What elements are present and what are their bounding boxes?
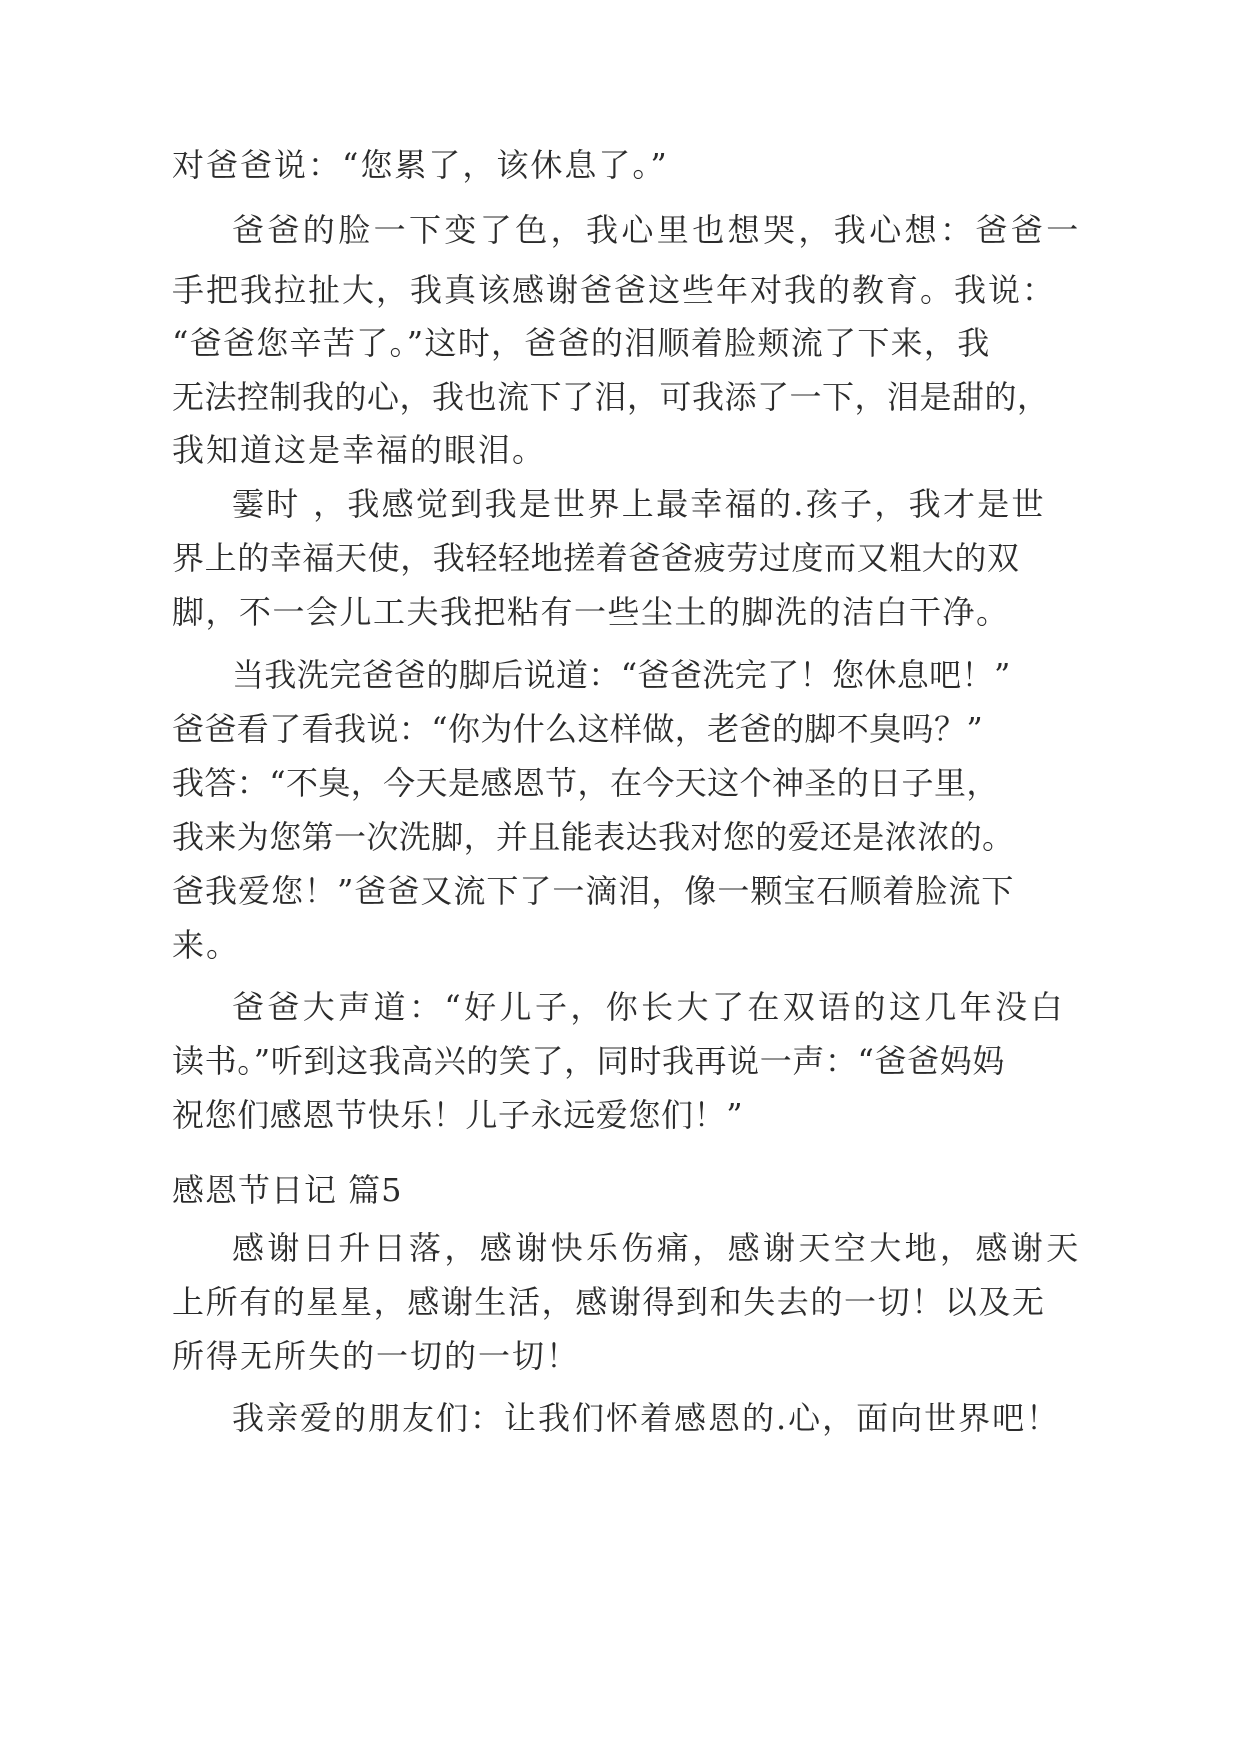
text-line: 当我洗完爸爸的脚后说道：“爸爸洗完了！您休息吧！” <box>232 656 1011 694</box>
text-line: 我答：“不臭，今天是感恩节，在今天这个神圣的日子里， <box>172 764 999 802</box>
text-line: 霎时 ，我感觉到我是世界上最幸福的.孩子，我才是世 <box>232 485 1046 523</box>
text-line: 脚，不一会儿工夫我把粘有一些尘土的脚洗的洁白干净。 <box>172 593 1010 631</box>
text-line: 对爸爸说：“您累了，该休息了。” <box>172 146 669 184</box>
text-line: 界上的幸福天使，我轻轻地搓着爸爸疲劳过度而又粗大的双 <box>172 539 1020 577</box>
text-line: 无法控制我的心，我也流下了泪，可我添了一下，泪是甜的， <box>172 378 1050 416</box>
text-line: 我亲爱的朋友们：让我们怀着感恩的.心，面向世界吧！ <box>232 1399 1061 1437</box>
text-line: “爸爸您辛苦了。”这时，爸爸的泪顺着脸颊流了下来，我 <box>172 324 991 362</box>
text-line: 爸爸的脸一下变了色，我心里也想哭，我心想：爸爸一 <box>232 211 1082 249</box>
text-line: 所得无所失的一切的一切！ <box>172 1337 581 1375</box>
text-line: 手把我拉扯大，我真该感谢爸爸这些年对我的教育。我说： <box>172 271 1057 309</box>
text-line: 祝您们感恩节快乐！儿子永远爱您们！” <box>172 1096 744 1134</box>
text-line: 爸爸看了看我说：“你为什么这样做，老爸的脚不臭吗？” <box>172 710 984 748</box>
text-line: 来。 <box>172 926 241 964</box>
text-line: 爸我爱您！”爸爸又流下了一滴泪，像一颗宝石顺着脸流下 <box>172 872 1015 910</box>
text-line: 我知道这是幸福的眼泪。 <box>172 431 547 469</box>
text-line: 爸爸大声道：“好儿子，你长大了在双语的这几年没白 <box>232 988 1066 1026</box>
text-line: 上所有的星星，感谢生活，感谢得到和失去的一切！以及无 <box>172 1283 1046 1321</box>
text-line: 感谢日升日落，感谢快乐伤痛，感谢天空大地，感谢天 <box>232 1229 1082 1267</box>
text-line: 我来为您第一次洗脚，并且能表达我对您的爱还是浓浓的。 <box>172 818 1015 856</box>
section-heading: 感恩节日记 篇5 <box>172 1171 403 1209</box>
text-line: 读书。”听到这我高兴的笑了，同时我再说一声：“爸爸妈妈 <box>172 1042 1005 1080</box>
